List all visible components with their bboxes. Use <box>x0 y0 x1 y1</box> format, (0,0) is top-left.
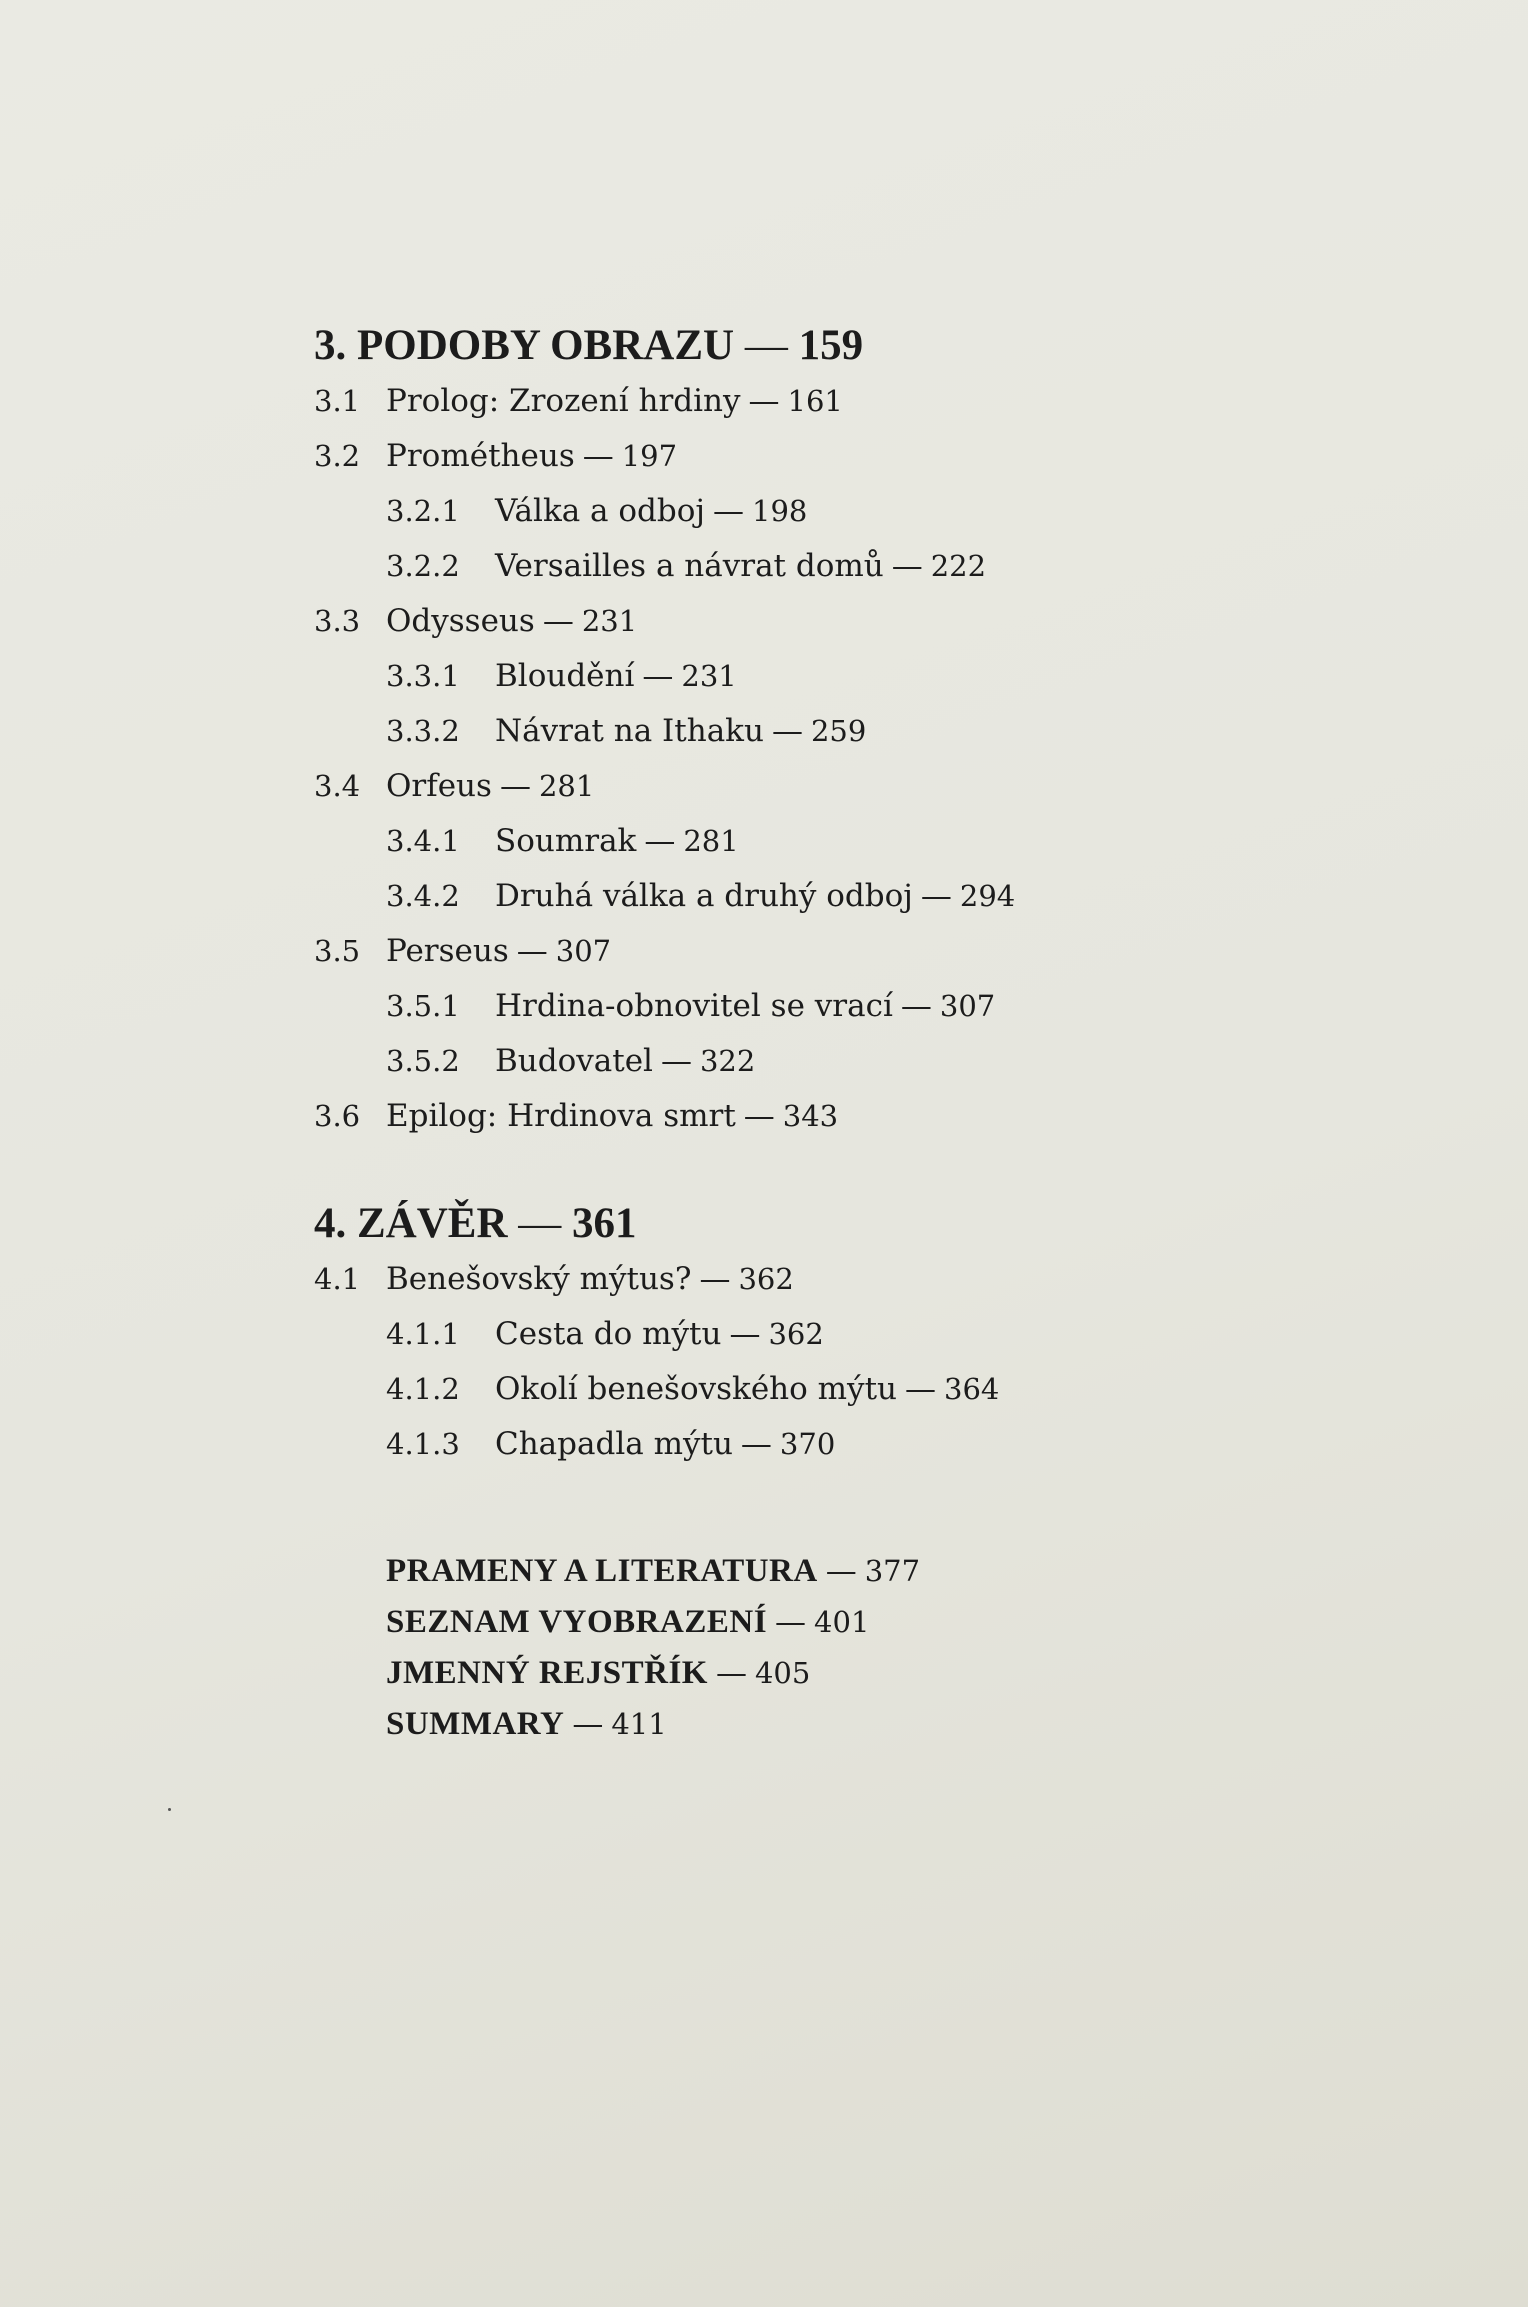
entry-page: 198 <box>752 494 808 528</box>
entry-title: Soumrak <box>495 823 637 859</box>
toc-subentry <box>314 979 1414 1034</box>
back-matter-page: 401 <box>814 1605 870 1639</box>
entry-page: 370 <box>779 1427 836 1461</box>
separator: — <box>729 1316 761 1352</box>
toc-entry <box>314 759 1414 814</box>
chapter-title: 4. ZÁVĚR <box>314 1200 508 1247</box>
entry-title: Prolog: Zrození hrdiny <box>386 383 741 419</box>
chapter-page: 159 <box>798 322 864 369</box>
toc-subentry <box>314 1307 1414 1362</box>
entry-page: 222 <box>930 549 987 583</box>
entry-number: 4.1 <box>314 1262 361 1296</box>
entry-page: 362 <box>768 1317 824 1351</box>
entry-number: 3.2.1 <box>386 494 460 528</box>
entry-number: 3.4 <box>314 769 361 803</box>
separator: — <box>900 988 932 1024</box>
entry-title: Epilog: Hrdinova smrt <box>386 1098 736 1134</box>
separator: — <box>518 1200 562 1247</box>
entry-number: 4.1.2 <box>386 1372 460 1406</box>
entry-number: 3.4.2 <box>386 879 460 913</box>
separator: — <box>743 1098 775 1134</box>
separator: — <box>542 603 574 639</box>
entry-page: 362 <box>738 1262 794 1296</box>
toc-entry <box>314 1252 1414 1307</box>
entry-title: Cesta do mýtu <box>495 1316 722 1352</box>
separator: — <box>582 438 614 474</box>
entry-page: 281 <box>538 769 595 803</box>
separator: — <box>744 322 788 369</box>
back-matter-item <box>386 1699 1414 1750</box>
back-matter-title: SUMMARY <box>386 1706 565 1742</box>
separator: — <box>713 493 745 529</box>
entry-title: Okolí benešovského mýtu <box>495 1371 897 1407</box>
back-matter-item <box>386 1546 1414 1597</box>
entry-page: 322 <box>699 1044 756 1078</box>
entry-page: 231 <box>581 604 638 638</box>
chapter-heading-3 <box>314 318 1414 374</box>
separator: — <box>516 933 548 969</box>
back-matter-title: SEZNAM VYOBRAZENÍ <box>386 1604 768 1640</box>
toc-subentry <box>314 539 1414 594</box>
entry-number: 3.2.2 <box>386 549 460 583</box>
separator: — <box>715 1655 747 1691</box>
back-matter-page: 405 <box>754 1656 811 1690</box>
entry-page: 364 <box>944 1372 1000 1406</box>
chapter-4-entries <box>314 1252 1414 1472</box>
entry-number: 3.1 <box>314 384 361 418</box>
back-matter-item <box>386 1597 1414 1648</box>
separator: — <box>644 823 676 859</box>
entry-page: 307 <box>555 934 612 968</box>
toc-subentry <box>314 649 1414 704</box>
entry-page: 281 <box>683 824 739 858</box>
entry-page: 259 <box>810 714 867 748</box>
entry-number: 4.1.3 <box>386 1427 460 1461</box>
chapter-page: 361 <box>572 1200 637 1247</box>
separator: — <box>891 548 923 584</box>
separator: — <box>699 1261 731 1297</box>
chapter-3-entries <box>314 374 1414 1144</box>
chapter-title: 3. PODOBY OBRAZU <box>314 322 735 369</box>
toc-subentry <box>314 1362 1414 1417</box>
entry-number: 3.3.2 <box>386 714 460 748</box>
separator: — <box>660 1043 692 1079</box>
entry-title: Bloudění <box>495 658 635 694</box>
toc-subentry <box>314 869 1414 924</box>
entry-page: 307 <box>939 989 996 1023</box>
back-matter-page: 377 <box>864 1554 921 1588</box>
separator: — <box>825 1553 857 1589</box>
table-of-contents <box>314 318 1414 1750</box>
separator: — <box>748 383 780 419</box>
entry-title: Druhá válka a druhý odboj <box>495 878 913 914</box>
separator: — <box>920 878 952 914</box>
toc-subentry <box>314 1034 1414 1089</box>
entry-title: Benešovský mýtus? <box>386 1261 692 1297</box>
entry-number: 3.5.1 <box>386 989 460 1023</box>
separator: — <box>642 658 674 694</box>
entry-title: Budovatel <box>495 1043 653 1079</box>
separator: — <box>572 1706 604 1742</box>
toc-subentry <box>314 814 1414 869</box>
entry-page: 161 <box>787 384 843 418</box>
entry-page: 197 <box>621 439 678 473</box>
entry-title: Versailles a návrat domů <box>495 548 884 584</box>
toc-subentry <box>314 704 1414 759</box>
entry-title: Perseus <box>386 933 509 969</box>
entry-title: Orfeus <box>386 768 492 804</box>
entry-title: Hrdina-obnovitel se vrací <box>495 988 893 1024</box>
toc-entry <box>314 924 1414 979</box>
toc-entry <box>314 429 1414 484</box>
entry-number: 3.3 <box>314 604 361 638</box>
back-matter-page: 411 <box>611 1707 667 1741</box>
back-matter-title: PRAMENY A LITERATURA <box>386 1553 818 1589</box>
entry-number: 3.2 <box>314 439 361 473</box>
chapter-heading-4 <box>314 1196 1414 1252</box>
back-matter-item <box>386 1648 1414 1699</box>
entry-number: 3.5 <box>314 934 361 968</box>
entry-title: Chapadla mýtu <box>495 1426 733 1462</box>
toc-subentry <box>314 484 1414 539</box>
entry-title: Prométheus <box>386 438 575 474</box>
toc-subentry <box>314 1417 1414 1472</box>
entry-title: Návrat na Ithaku <box>495 713 764 749</box>
toc-entry <box>314 1089 1414 1144</box>
entry-number: 3.4.1 <box>386 824 460 858</box>
toc-entry <box>314 594 1414 649</box>
entry-page: 294 <box>959 879 1016 913</box>
back-matter-title: JMENNÝ REJSTŘÍK <box>386 1655 708 1691</box>
entry-number: 3.3.1 <box>386 659 460 693</box>
separator: — <box>905 1371 936 1407</box>
entry-page: 343 <box>782 1099 839 1133</box>
toc-entry <box>314 374 1414 429</box>
separator: — <box>775 1604 807 1640</box>
entry-title: Válka a odboj <box>495 493 706 529</box>
separator: — <box>771 713 803 749</box>
entry-page: 231 <box>681 659 737 693</box>
entry-title: Odysseus <box>386 603 535 639</box>
entry-number: 3.5.2 <box>386 1044 460 1078</box>
separator: — <box>740 1426 772 1462</box>
separator: — <box>499 768 531 804</box>
speck <box>168 1808 171 1811</box>
back-matter-list <box>314 1546 1414 1750</box>
entry-number: 4.1.1 <box>386 1317 460 1351</box>
entry-number: 3.6 <box>314 1099 361 1133</box>
